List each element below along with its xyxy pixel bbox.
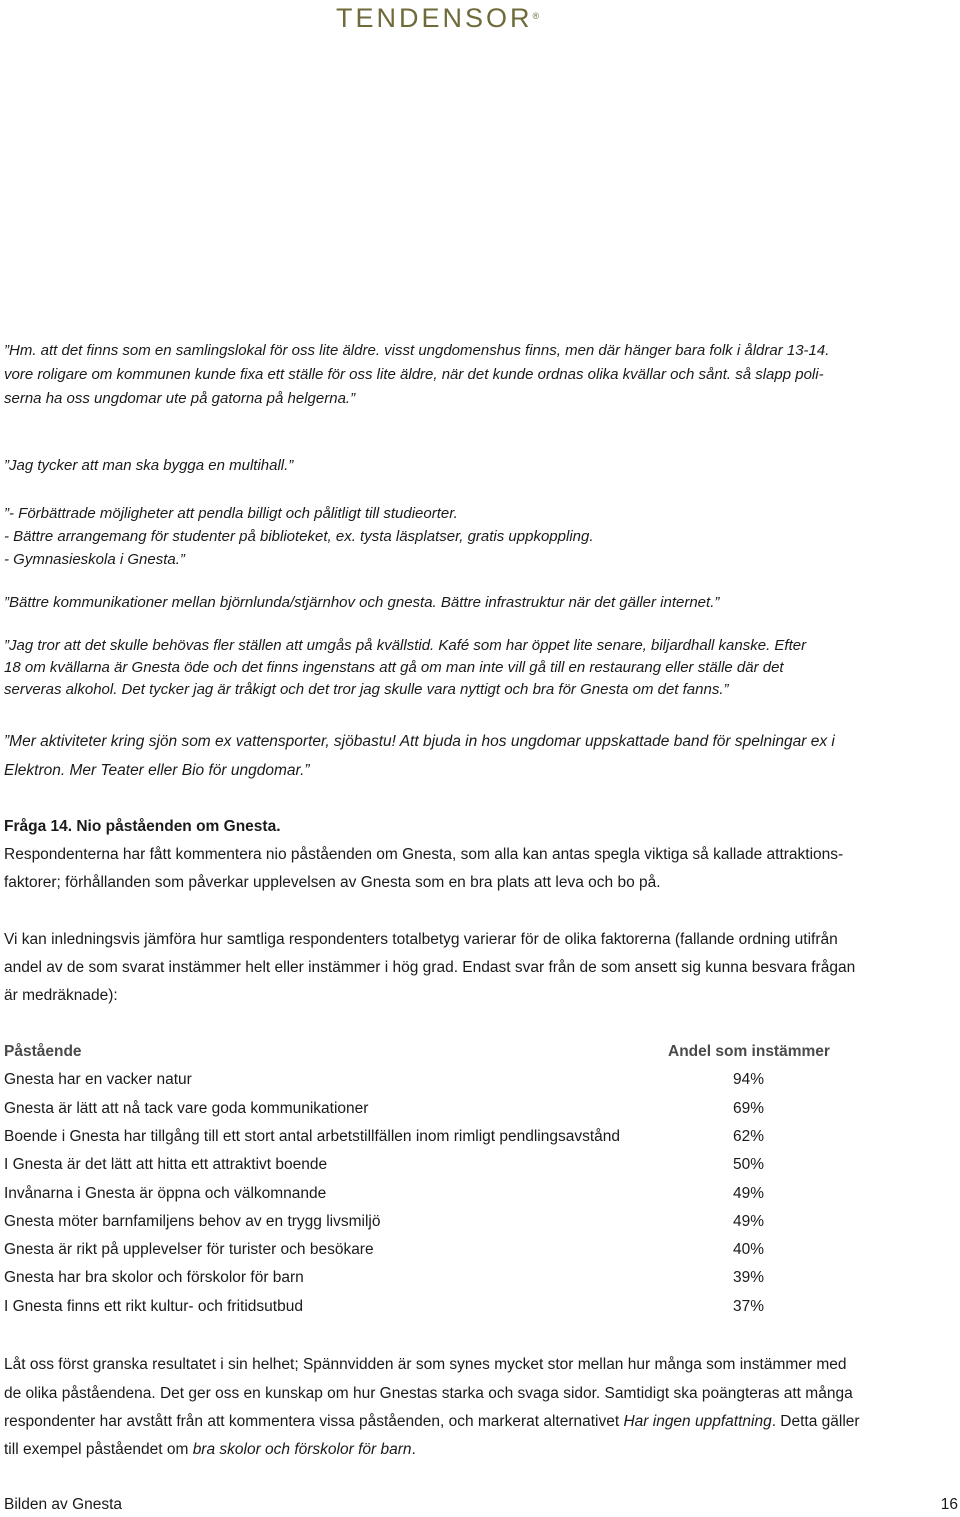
quote-6-line-1: ”Mer aktiviteter kring sjön som ex vattensporter, sjöbastu! Att bjuda in hos ungdomar uppskattade band för spelningar ex i — [4, 733, 835, 750]
page-number: 16 — [940, 1496, 958, 1513]
tendensor-logo — [336, 4, 626, 32]
paragraph-1-line-1: Respondenterna har fått kommentera nio påståenden om Gnesta, som alla kan antas spegla viktiga så kallade attraktions- — [4, 846, 844, 863]
paragraph-1-line-2: faktorer; förhållanden som påverkar upplevelsen av Gnesta som en bra plats att leva och bo på. — [4, 874, 661, 891]
quote-1-line-1: ”Hm. att det finns som en samlingslokal för oss lite äldre. visst ungdomenshus finns, men där hänger bara folk i åldrar 13-14. — [4, 342, 830, 359]
closing-emphasis-schools: bra skolor och förskolor för barn — [192, 1441, 412, 1458]
footer-document-title: Bilden av Gnesta — [4, 1496, 123, 1513]
column-header-share: Andel som instämmer — [668, 1043, 830, 1060]
closing-line-4 — [4, 1436, 416, 1463]
row-statement: Gnesta har en vacker natur — [4, 1071, 192, 1088]
quote-5-line-1: ”Jag tror att det skulle behövas fler ställen att umgås på kvällstid. Kafé som har öppet lite senare, biljardhall kanske. Efter — [4, 637, 807, 654]
closing-line-1: Låt oss först granska resultatet i sin helhet; Spännvidden är som synes mycket stor mellan hur många som instämmer med — [4, 1356, 847, 1373]
row-share: 62% — [733, 1128, 765, 1145]
row-statement: Boende i Gnesta har tillgång till ett stort antal arbetstillfällen inom rimligt pendlingsavstånd — [4, 1128, 621, 1145]
quote-3-line-2: - Bättre arrangemang för studenter på biblioteket, ex. tysta läsplatser, gratis uppkoppling. — [4, 528, 594, 545]
paragraph-2-line-3: är medräknade): — [4, 987, 118, 1004]
registered-mark: ® — [532, 11, 540, 21]
logo-text: TENDENSOR — [336, 3, 533, 33]
row-share: 40% — [733, 1241, 765, 1258]
quote-5-line-2: 18 om kvällarna är Gnesta öde och det finns ingenstans att gå om man inte vill gå till en restaurang eller ställe där det — [4, 659, 784, 676]
row-statement: Gnesta är rikt på upplevelser för turister och besökare — [4, 1241, 374, 1258]
closing-emphasis-no-opinion: Har ingen uppfattning — [623, 1413, 772, 1430]
row-share: 37% — [733, 1298, 765, 1315]
row-statement: Gnesta har bra skolor och förskolor för barn — [4, 1269, 304, 1286]
row-share: 69% — [733, 1100, 765, 1117]
quote-5-line-3: serveras alkohol. Det tycker jag är tråkigt och det tror jag skulle vara nyttigt och bra för Gnesta om det fanns.” — [4, 681, 729, 698]
section-heading: Fråga 14. Nio påståenden om Gnesta. — [4, 818, 281, 835]
row-share: 49% — [733, 1213, 765, 1230]
row-statement: Gnesta möter barnfamiljens behov av en trygg livsmiljö — [4, 1213, 381, 1230]
quote-2: ”Jag tycker att man ska bygga en multihall.” — [4, 457, 294, 474]
closing-line-3 — [4, 1408, 860, 1435]
row-statement: Invånarna i Gnesta är öppna och välkomnande — [4, 1185, 327, 1202]
row-share: 50% — [733, 1156, 765, 1173]
closing-line-3-tail: . Detta gäller — [771, 1413, 860, 1430]
quote-1-line-2: vore roligare om kommunen kunde fixa ett ställe för oss lite äldre, när det kunde ordnas olika kvällar och sånt. så slapp poli- — [4, 366, 824, 383]
paragraph-2-line-2: andel av de som svarat instämmer helt eller instämmer i hög grad. Endast svar från de som ansett sig kunna besvara frågan — [4, 959, 856, 976]
column-header-statement: Påstående — [4, 1043, 82, 1060]
quote-6-line-2: Elektron. Mer Teater eller Bio för ungdomar.” — [4, 762, 310, 779]
paragraph-2-line-1: Vi kan inledningsvis jämföra hur samtliga respondenters totalbetyg varierar för de olika faktorerna (fallande ordning utifrån — [4, 931, 838, 948]
quote-3-line-1: ”- Förbättrade möjligheter att pendla billigt och pålitligt till studieorter. — [4, 505, 458, 522]
row-share: 94% — [733, 1071, 765, 1088]
closing-line-4-text: till exempel påståendet om — [4, 1441, 193, 1458]
row-statement: I Gnesta är det lätt att hitta ett attraktivt boende — [4, 1156, 328, 1173]
row-statement: I Gnesta finns ett rikt kultur- och fritidsutbud — [4, 1298, 303, 1315]
closing-line-2: de olika påståendena. Det ger oss en kunskap om hur Gnestas starka och svaga sidor. Samtidigt ska poängteras att många — [4, 1385, 853, 1402]
row-statement: Gnesta är lätt att nå tack vare goda kommunikationer — [4, 1100, 369, 1117]
row-share: 49% — [733, 1185, 765, 1202]
row-share: 39% — [733, 1269, 765, 1286]
quote-3-line-3: - Gymnasieskola i Gnesta.” — [4, 551, 185, 568]
closing-line-4-tail: . — [411, 1441, 416, 1458]
quote-4: ”Bättre kommunikationer mellan björnlunda/stjärnhov och gnesta. Bättre infrastruktur när det gäller internet.” — [4, 594, 720, 611]
closing-line-3-text: respondenter har avstått från att kommentera vissa påståenden, och markerat alternativet — [4, 1413, 624, 1430]
quote-1-line-3: serna ha oss ungdomar ute på gatorna på helgerna.” — [4, 390, 356, 407]
